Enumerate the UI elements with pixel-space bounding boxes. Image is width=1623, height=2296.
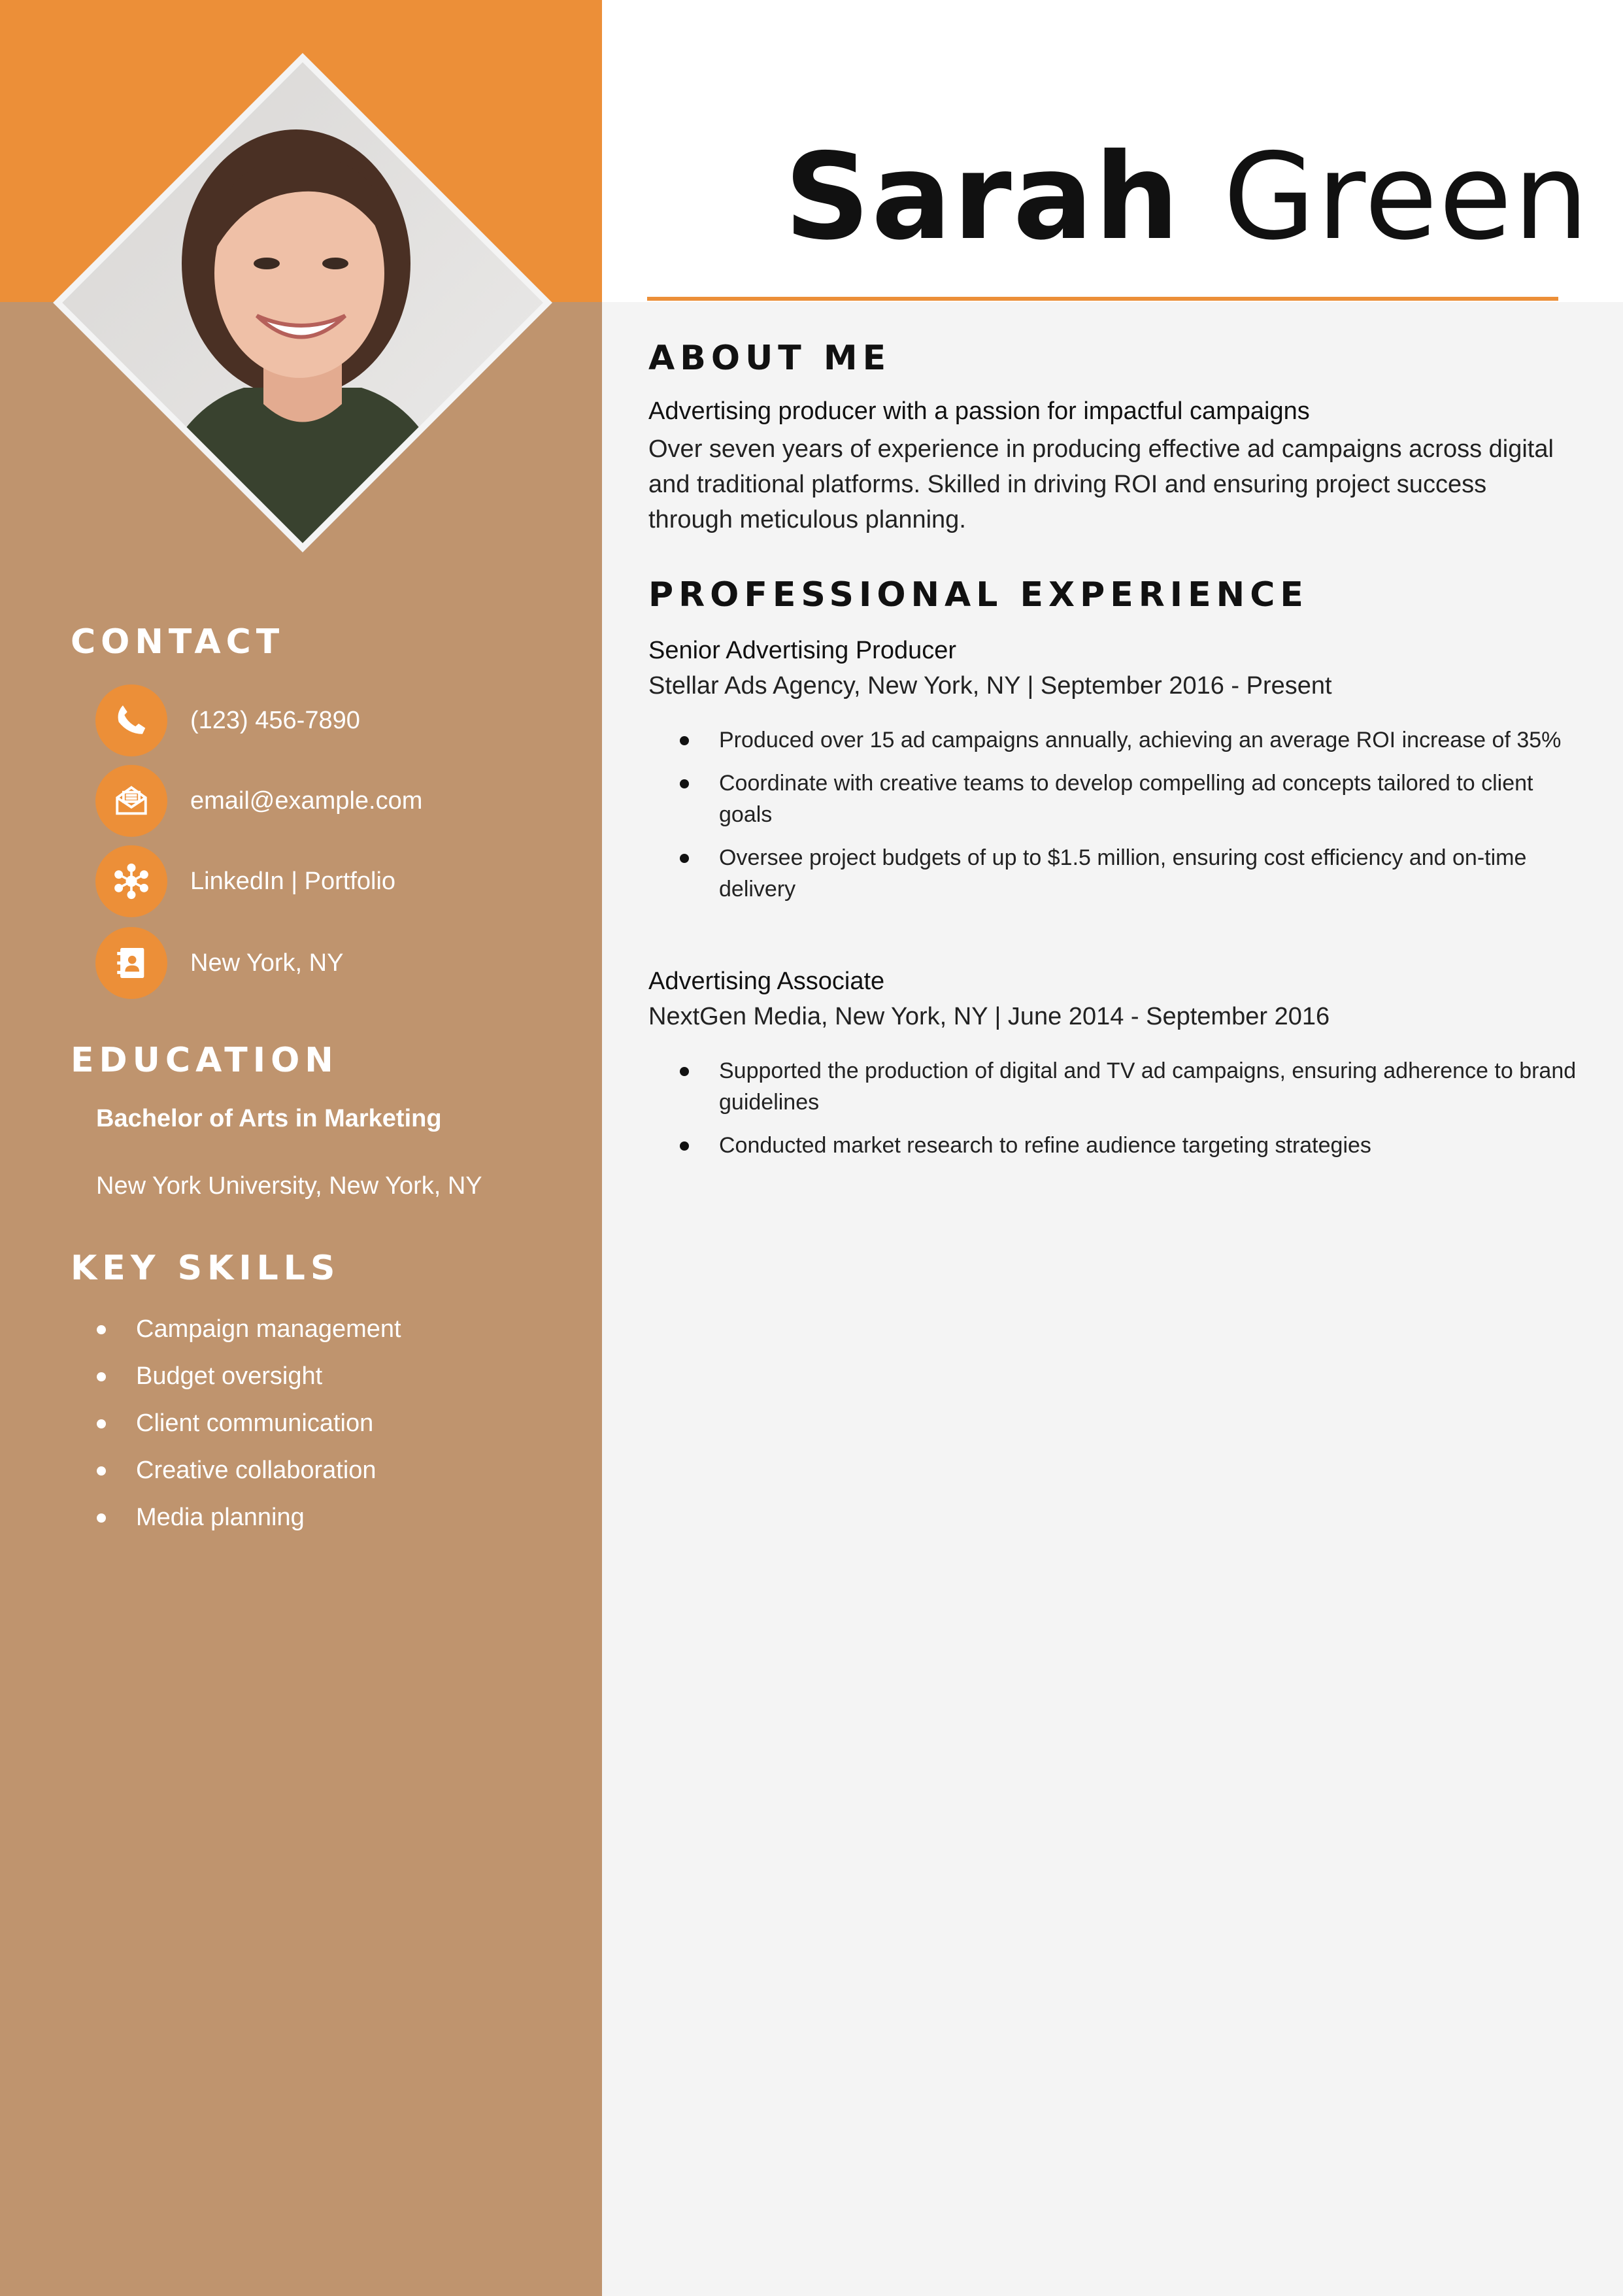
job-bullet: Conducted market research to refine audience targeting strategies bbox=[680, 1130, 1588, 1161]
contact-email[interactable] bbox=[95, 765, 422, 837]
header-divider bbox=[647, 297, 1558, 301]
links-text: LinkedIn | Portfolio bbox=[190, 867, 396, 895]
job-meta: NextGen Media, New York, NY | June 2014 - September 2016 bbox=[648, 1003, 1330, 1030]
first-name: Sarah bbox=[784, 127, 1181, 266]
sidebar bbox=[0, 0, 602, 2296]
job-bullet: Produced over 15 ad campaigns annually, achieving an average ROI increase of 35% bbox=[680, 724, 1588, 756]
job-bullet: Oversee project budgets of up to $1.5 million, ensuring cost efficiency and on-time delivery bbox=[680, 842, 1588, 905]
location-text: New York, NY bbox=[190, 949, 344, 977]
education-heading: EDUCATION bbox=[71, 1041, 339, 1080]
network-icon bbox=[95, 845, 167, 917]
education-degree: Bachelor of Arts in Marketing bbox=[96, 1105, 442, 1132]
skill-item: Media planning bbox=[97, 1494, 401, 1541]
skill-item: Campaign management bbox=[97, 1306, 401, 1353]
job-bullets bbox=[680, 1055, 1588, 1173]
email-text: email@example.com bbox=[190, 786, 423, 815]
candidate-name bbox=[784, 127, 1590, 266]
experience-heading: PROFESSIONAL EXPERIENCE bbox=[648, 575, 1309, 615]
contact-links[interactable] bbox=[95, 845, 395, 917]
job-title: Senior Advertising Producer bbox=[648, 637, 957, 664]
skill-item: Creative collaboration bbox=[97, 1447, 401, 1494]
contact-phone[interactable] bbox=[95, 684, 360, 756]
skill-item: Budget oversight bbox=[97, 1353, 401, 1400]
skills-heading: KEY SKILLS bbox=[71, 1249, 341, 1288]
address-book-icon bbox=[95, 927, 167, 999]
job-title: Advertising Associate bbox=[648, 968, 885, 995]
job-bullet: Coordinate with creative teams to develop compelling ad concepts tailored to client goals bbox=[680, 768, 1588, 830]
skill-item: Client communication bbox=[97, 1400, 401, 1447]
about-tagline: Advertising producer with a passion for impactful campaigns bbox=[648, 397, 1310, 425]
about-heading: ABOUT ME bbox=[648, 339, 892, 378]
last-name: Green bbox=[1223, 127, 1590, 266]
job-bullets bbox=[680, 724, 1588, 917]
education-school: New York University, New York, NY bbox=[96, 1172, 482, 1200]
phone-icon bbox=[95, 684, 167, 756]
contact-location[interactable] bbox=[95, 927, 343, 999]
about-body: Over seven years of experience in producing effective ad campaigns across digital and traditional platforms. Skilled in driving ROI and ensuring project success through meticulous planning. bbox=[648, 435, 1554, 533]
job-meta: Stellar Ads Agency, New York, NY | September 2016 - Present bbox=[648, 672, 1332, 700]
job-bullet: Supported the production of digital and TV ad campaigns, ensuring adherence to brand guidelines bbox=[680, 1055, 1588, 1118]
envelope-icon bbox=[95, 765, 167, 837]
contact-heading: CONTACT bbox=[71, 622, 285, 662]
phone-text: (123) 456-7890 bbox=[190, 706, 360, 734]
skills-list bbox=[97, 1306, 401, 1541]
